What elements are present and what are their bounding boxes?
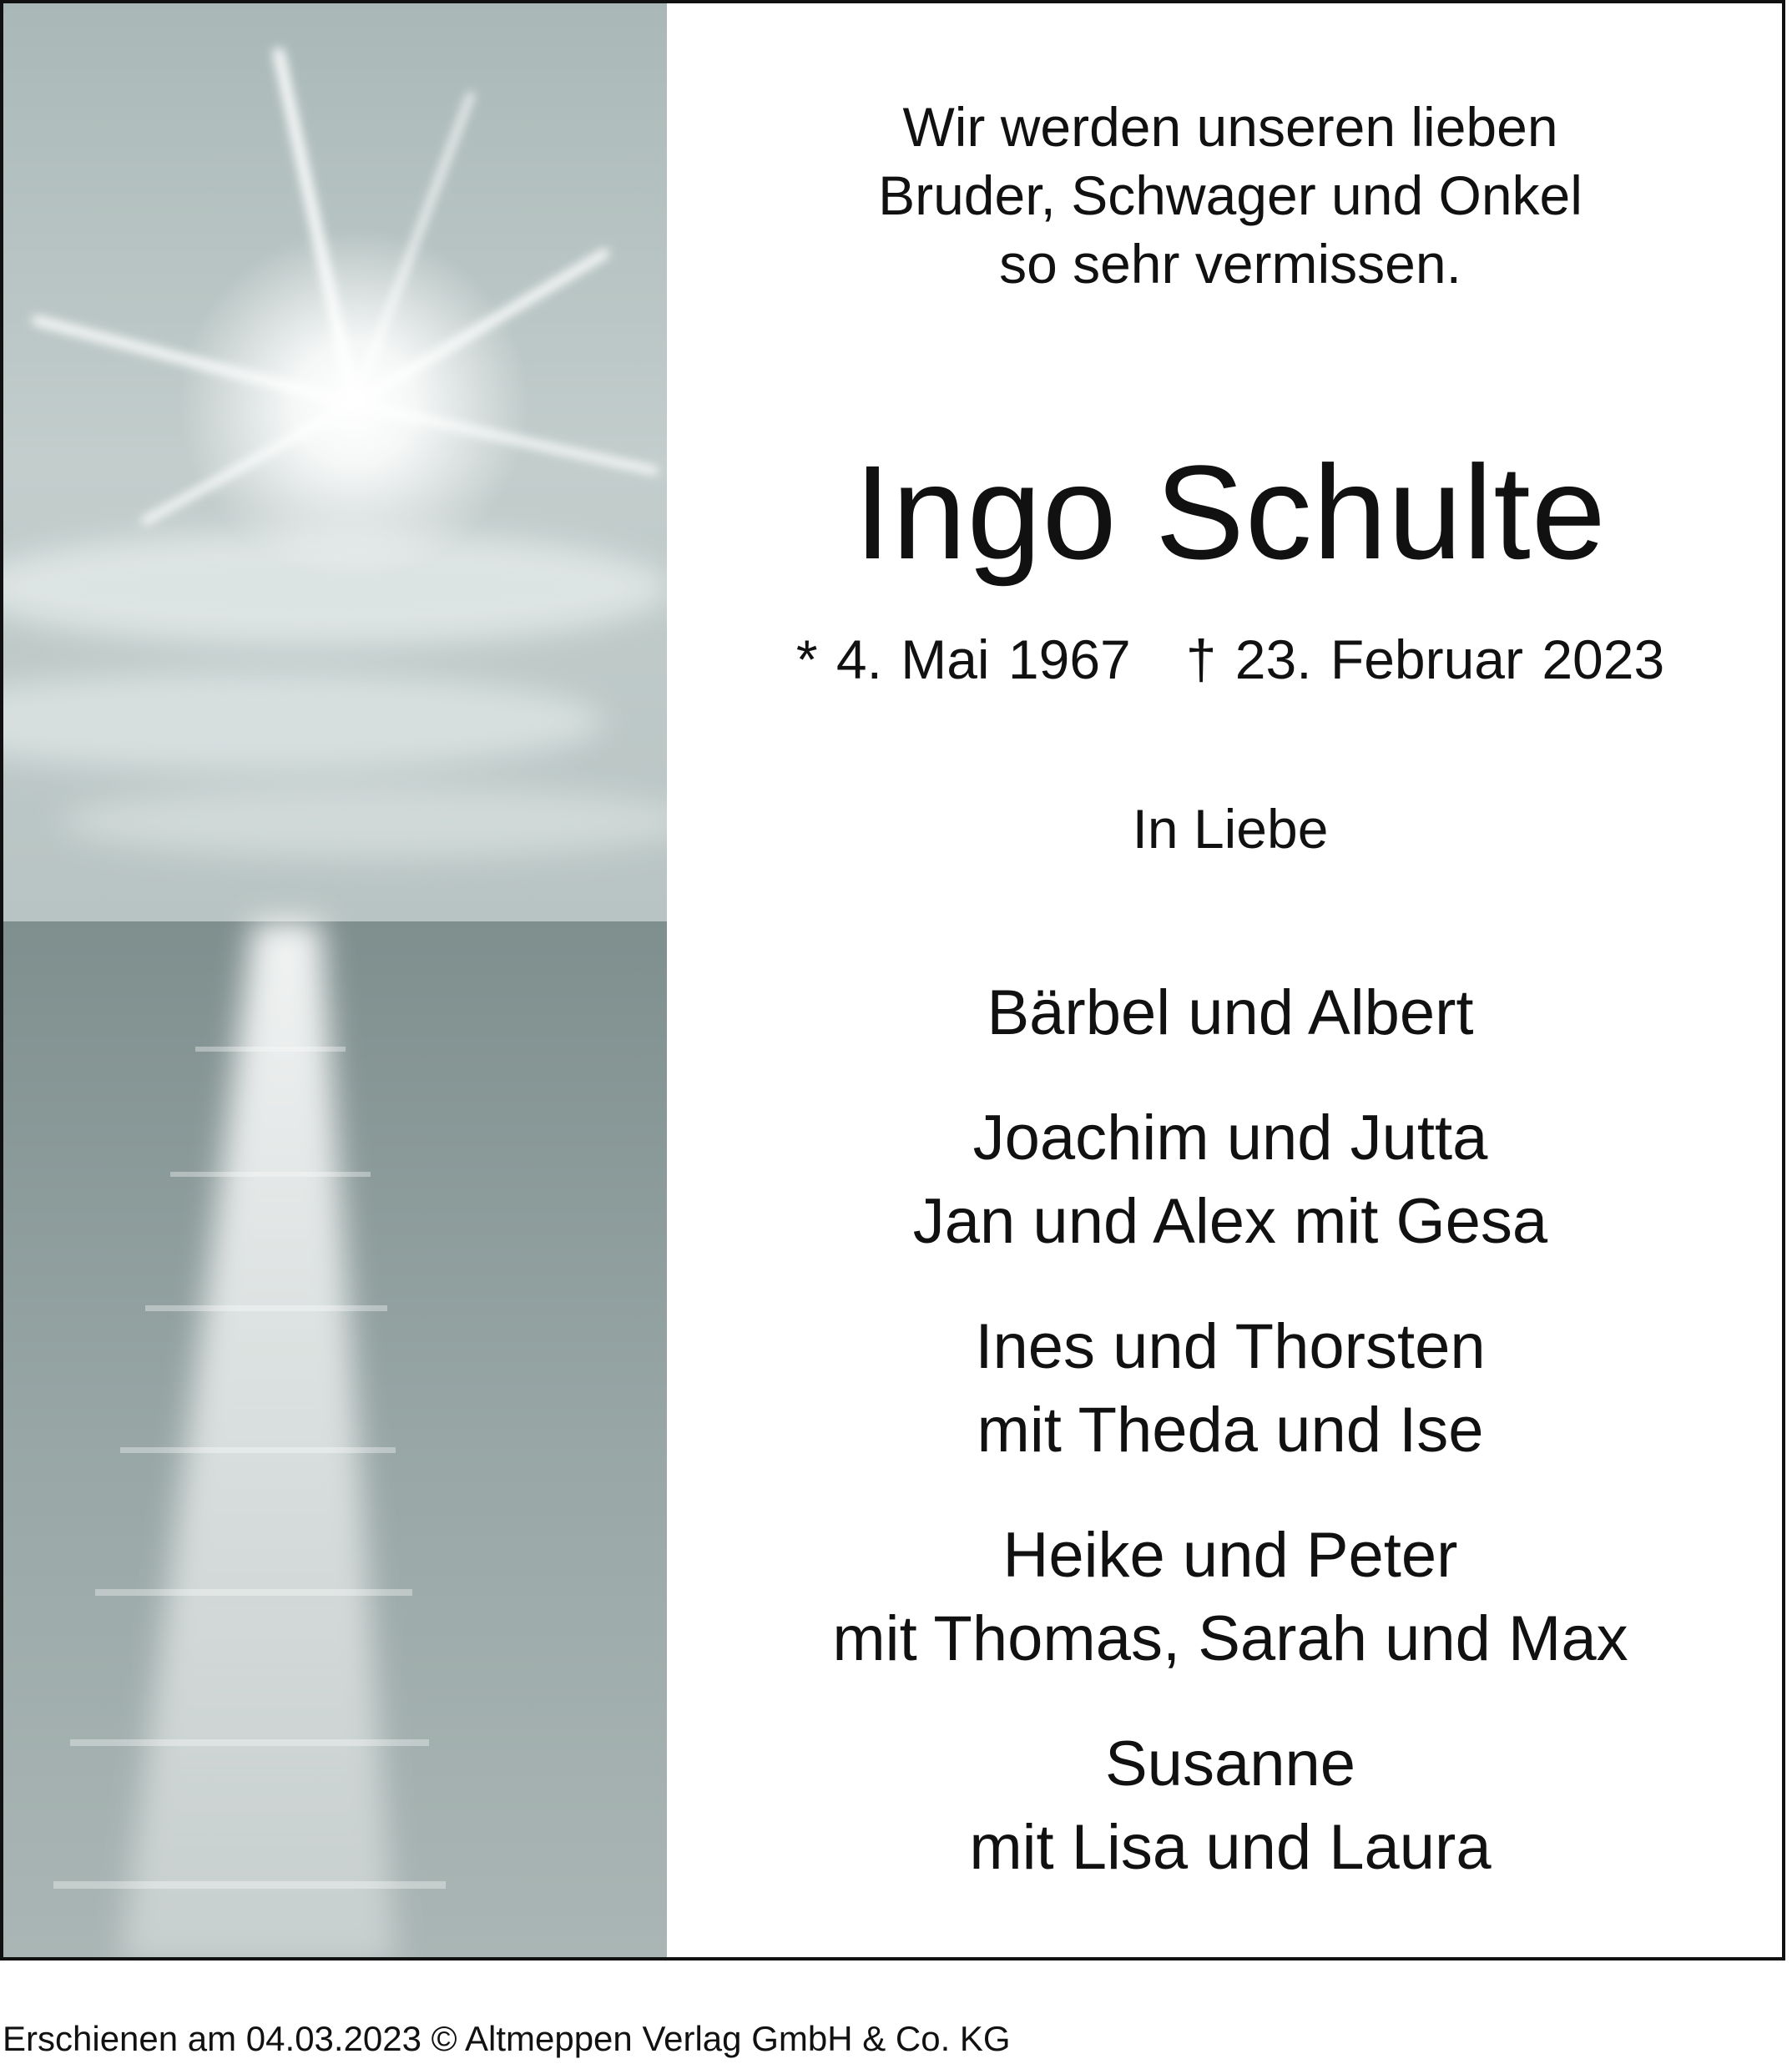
verse-line: Bruder, Schwager und Onkel: [878, 164, 1583, 226]
life-dates: [713, 625, 1748, 694]
verse-line: so sehr vermissen.: [999, 233, 1461, 295]
mourner-group: [713, 1723, 1748, 1890]
mourner-line: Joachim und Jutta: [972, 1103, 1488, 1173]
mourner-group: [713, 1097, 1748, 1264]
mourner-group: [713, 1514, 1748, 1681]
sunset-sea-image: [3, 3, 667, 1961]
mourner-line: mit Theda und Ise: [977, 1395, 1484, 1466]
in-liebe: In Liebe: [1132, 798, 1329, 860]
mourner-line: Heike und Peter: [1002, 1520, 1458, 1591]
mourner-group: [713, 971, 1748, 1055]
death-date: † 23. Februar 2023: [1185, 628, 1665, 690]
mourner-line: mit Lisa und Laura: [969, 1812, 1492, 1883]
verse-line: Wir werden unseren lieben: [902, 96, 1558, 158]
mourner-line: Jan und Alex mit Gesa: [912, 1186, 1548, 1257]
mourner-line: Susanne: [1104, 1728, 1356, 1799]
publication-footer: Erschienen am 04.03.2023 © Altmeppen Verlag GmbH & Co. KG: [3, 2019, 1011, 2058]
mourner-line: Bärbel und Albert: [987, 977, 1474, 1048]
mourner-line: mit Thomas, Sarah und Max: [832, 1603, 1628, 1674]
birth-date: * 4. Mai 1967: [795, 628, 1131, 690]
verse: [713, 93, 1748, 298]
mourner-group: [713, 1305, 1748, 1472]
deceased-name: Ingo Schulte: [854, 437, 1607, 587]
mourner-line: Ines und Thorsten: [975, 1311, 1486, 1382]
obituary-text: [713, 3, 1748, 1961]
